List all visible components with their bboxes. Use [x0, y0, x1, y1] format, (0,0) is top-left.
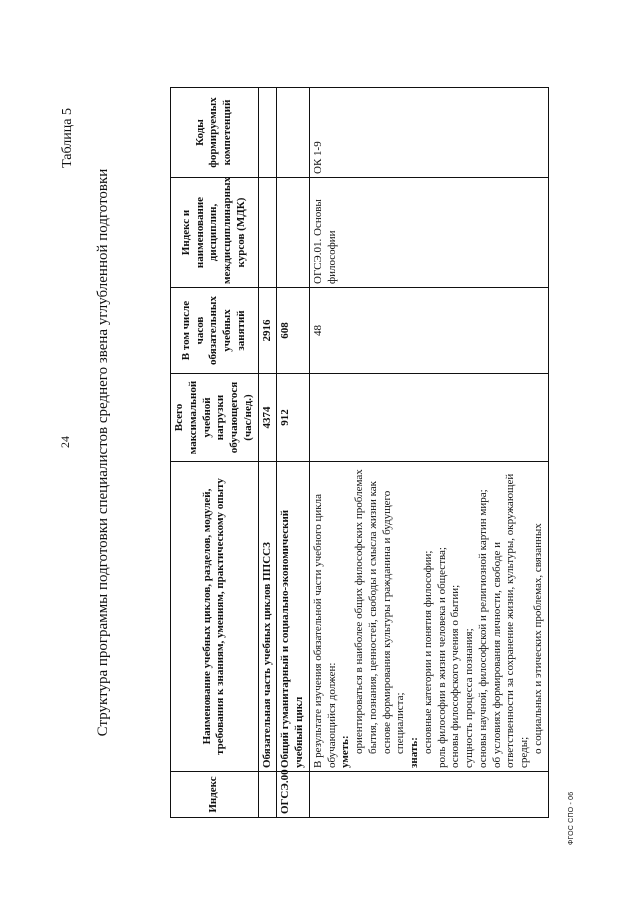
table-caption: Структура программы подготовки специалистов среднего звена углубленной подготовки [95, 168, 111, 737]
page-number: 24 [58, 436, 72, 448]
cycle-name: Общий гуманитарный и социально-экономический учебный цикл [277, 462, 310, 772]
table-row [309, 88, 548, 818]
header-max-load: Всего максимальной учебной нагрузки обучающегося (час/нед.) [171, 374, 259, 462]
cycle-index: ОГСЭ.00 [277, 772, 310, 818]
detail-obligatory-hours: 48 [309, 288, 548, 374]
obligatory-part-obligatory: 2916 [258, 288, 277, 374]
znat-item: об условиях формирования личности, свободе и ответственности за сохранение жизни, культуры, окружающей среды; [490, 473, 530, 768]
obligatory-part-max-load: 4374 [258, 374, 277, 462]
header-index: Индекс [171, 772, 259, 818]
cycle-max-load: 912 [277, 374, 310, 462]
header-competencies: Коды формируемых компетенций [171, 88, 259, 178]
requirements-intro: В результате изучения обязательной части учебного цикла обучающийся должен: [311, 494, 338, 768]
header-disciplines: Индекс и наименование дисциплин, междисциплинарных курсов (МДК) [171, 178, 259, 288]
table-row [277, 88, 310, 818]
table-label: Таблица 5 [60, 108, 75, 168]
program-structure-table [170, 87, 549, 818]
znat-item: основы философского учения о бытии; [449, 584, 462, 768]
header-name: Наименование учебных циклов, разделов, модулей, требования к знаниям, умениям, практическому опыту [171, 462, 259, 772]
umet-label: уметь: [339, 735, 352, 768]
requirements-cell [309, 462, 548, 772]
header-obligatory: В том числе часов обязательных учебных занятий [171, 288, 259, 374]
discipline-name: ОГСЭ.01. Основы философии [309, 178, 548, 288]
znat-item: о социальных и этических проблемах, связанных [531, 523, 544, 754]
znat-item: основы научной, философской и религиозной картин мира; [476, 489, 489, 768]
footer-code: ФГОС СПО - 06 [568, 791, 575, 845]
znat-item: сущность процесса познания; [463, 628, 475, 768]
umet-item: ориентироваться в наиболее общих философских проблемах бытия, познания, ценностей, свободы и смысла жизни как основе формирования культуры гражданина и будущего специалиста; [353, 469, 407, 754]
znat-item: основные категории и понятия философии; [421, 550, 434, 754]
znat-label: знать: [408, 737, 420, 768]
competency-codes: ОК 1-9 [309, 88, 548, 178]
table-header-row [171, 88, 259, 818]
znat-item: роль философии в жизни человека и общества; [435, 547, 448, 768]
cycle-obligatory: 608 [277, 288, 310, 374]
table-row [258, 88, 277, 818]
obligatory-part-name: Обязательная часть учебных циклов ППССЗ [258, 462, 277, 772]
